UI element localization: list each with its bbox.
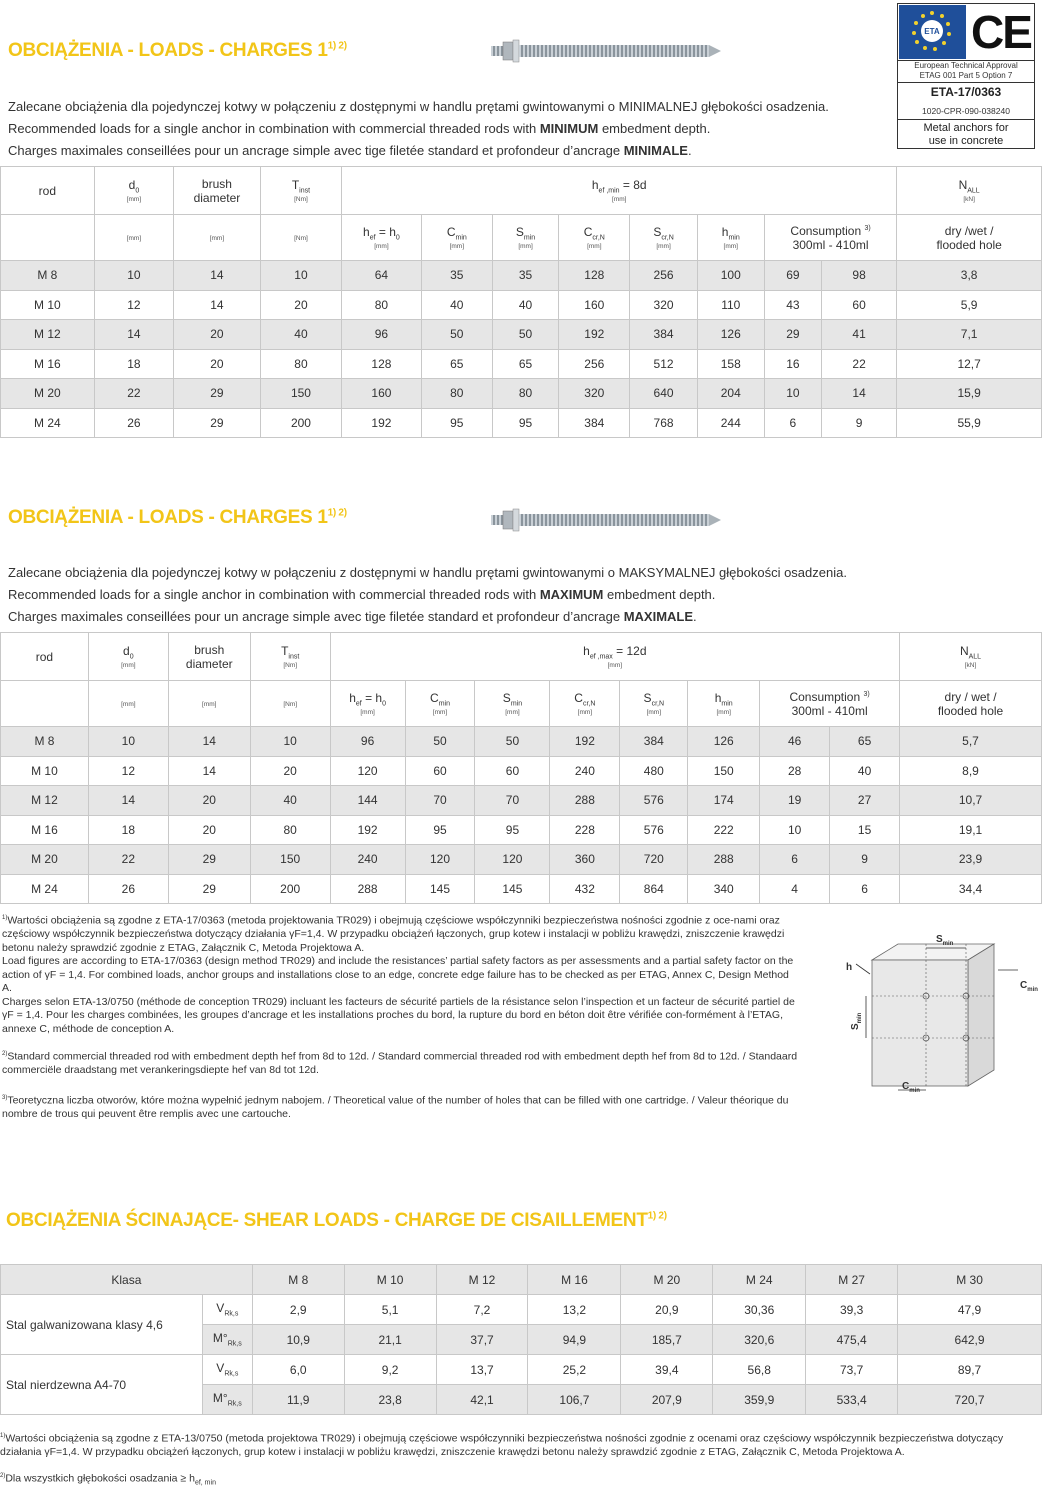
table-row <box>1 845 1042 875</box>
steel-class-label: Stal nierdzewna A4-70 <box>1 1355 203 1415</box>
table-cell: 10,7 <box>900 786 1042 816</box>
intro-pl: Zalecane obciążenia dla pojedynczej kotwy w połączeniu z dostępnymi w handlu prętami gwintowanymi o MAKSYMALNEJ głębokości osadzenia. <box>8 565 847 580</box>
table-cell: 60 <box>475 756 550 786</box>
col-hmin: $h_{min}$ [mm] <box>688 681 760 727</box>
table-cell: 15,9 <box>897 379 1042 409</box>
table-cell: 100 <box>697 261 764 291</box>
table-cell: 56,8 <box>713 1355 806 1385</box>
table-cell: 29 <box>168 845 250 875</box>
table-cell: 29 <box>168 874 250 904</box>
table-cell: 95 <box>492 408 558 438</box>
table-cell: 35 <box>492 261 558 291</box>
table-cell: 192 <box>559 320 630 350</box>
cert-cpr: 1020-CPR-090-038240 <box>922 106 1010 116</box>
shear-row <box>1 1295 1042 1325</box>
shear-title: OBCIĄŻENIA ŚCINAJĄCE- SHEAR LOADS - CHARGE DE $CISAILLEMENT^{1) 2)}$ <box>6 1210 667 1231</box>
intro-pl: Zalecane obciążenia dla pojedynczej kotwy w połączeniu z dostępnymi w handlu prętami gwintowanymi o MINIMALNEJ głębokości osadzenia. <box>8 99 829 114</box>
svg-text:ETA: ETA <box>924 27 940 36</box>
table-cell: 200 <box>250 874 330 904</box>
table-cell: 18 <box>94 349 173 379</box>
quantity-label: $M^\circ_{Rk,s}$ <box>202 1385 252 1415</box>
section2-intro <box>8 562 1008 628</box>
table-row <box>1 408 1042 438</box>
table-cell: 98 <box>821 261 896 291</box>
table-cell: 120 <box>330 756 405 786</box>
table-cell: 185,7 <box>621 1325 713 1355</box>
col-brush: brush diameter <box>174 167 261 215</box>
col-tinst: $T_{inst}$ [Nm] <box>250 633 330 681</box>
table-cell: 222 <box>688 815 760 845</box>
table-cell: 576 <box>620 815 688 845</box>
klasa-header: Klasa <box>1 1265 253 1295</box>
table-cell: 432 <box>550 874 620 904</box>
table-cell: M 24 <box>1 874 89 904</box>
certification-box <box>897 3 1035 149</box>
table-cell: 29 <box>174 408 261 438</box>
table-cell: 8,9 <box>900 756 1042 786</box>
table-cell: 288 <box>688 845 760 875</box>
table-cell: 43 <box>764 290 821 320</box>
table-cell: 22 <box>88 845 168 875</box>
svg-text:Cmin: $C_{min}$ <box>1020 980 1038 993</box>
table-cell: 7,2 <box>436 1295 528 1325</box>
table-cell: 20 <box>260 290 341 320</box>
svg-text:Smin: $S_{min}$ <box>936 934 954 947</box>
table-cell: 126 <box>688 727 760 757</box>
table-cell: 384 <box>630 320 697 350</box>
cert-desc2: use in concrete <box>928 135 1004 147</box>
table-cell: 27 <box>830 786 900 816</box>
table-cell: 14 <box>94 320 173 350</box>
table-cell: 95 <box>405 815 475 845</box>
col-d0: $d_0$ [mm] <box>88 633 168 681</box>
size-header: M 12 <box>436 1265 528 1295</box>
table-cell: 13,2 <box>528 1295 621 1325</box>
table-row <box>1 727 1042 757</box>
table-cell: 55,9 <box>897 408 1042 438</box>
table-cell: 9 <box>830 845 900 875</box>
table-cell: 160 <box>342 379 421 409</box>
cert-number: ETA-17/0363 <box>930 85 1002 99</box>
table-cell: 720 <box>620 845 688 875</box>
size-header: M 8 <box>252 1265 344 1295</box>
table-cell: M 10 <box>1 290 95 320</box>
table-cell: 128 <box>559 261 630 291</box>
table-cell: 106,7 <box>528 1385 621 1415</box>
table-cell: 94,9 <box>528 1325 621 1355</box>
table-cell: 320 <box>559 379 630 409</box>
table-cell: 10,9 <box>252 1325 344 1355</box>
table-cell: 207,9 <box>621 1385 713 1415</box>
table-cell: 12 <box>94 290 173 320</box>
col-hmin: $h_{min}$ [mm] <box>697 215 764 261</box>
table-cell: 192 <box>342 408 421 438</box>
loads-table-min: rod $d_0$ [mm] brush diameter $T_{inst}$ [Nm] $h_{ef ,min} = 8d$ [mm] $N_{ALL}$ [kN] [mm] [mm] [Nm] $h_{ef} = h_0$ [mm] $C_{min}$ [mm] $S_{min}$ [mm] $C_{cr,N}$ [mm] $S_{cr,N}$ [mm] $h_{min}$ [mm] Consumption $^{3)}$ 300ml - 410ml dry /wet / flooded hole M 8 10 14 10 64 35 35 128 256 100 69 98 3,8 M 10 12 14 20 80 40 40 160 320 110 43 60 5,9 M 12 14 20 40 96 50 50 192 384 126 29 41 7,1 M 16 18 20 80 128 65 65 256 512 158 16 22 12,7 M 20 22 29 150 160 80 80 320 640 204 10 14 15,9 M 24 26 29 200 192 95 95 384 768 244 6 9 55,9 <box>0 166 1042 438</box>
table-cell: 47,9 <box>898 1295 1042 1325</box>
table-cell: 384 <box>559 408 630 438</box>
table-cell: 768 <box>630 408 697 438</box>
table-cell: 200 <box>260 408 341 438</box>
section1-title: OBCIĄŻENIA - LOADS - CHARGES $1^{1) 2)}$ <box>8 40 347 61</box>
shear-table <box>0 1264 1042 1415</box>
col-hef-h0: $h_{ef} = h_0$ [mm] <box>342 215 421 261</box>
svg-text:Cmin: $C_{min}$ <box>902 1081 920 1094</box>
table-cell: 10 <box>88 727 168 757</box>
table-cell: 384 <box>620 727 688 757</box>
table-cell: M 20 <box>1 379 95 409</box>
table-cell: 5,1 <box>344 1295 436 1325</box>
table-cell: 9,2 <box>344 1355 436 1385</box>
table-cell: M 10 <box>1 756 89 786</box>
col-brush: brush diameter <box>168 633 250 681</box>
col-hef-group: $h_{ef ,min} = 8d$ [mm] <box>342 167 897 215</box>
table-row <box>1 349 1042 379</box>
quantity-label: $V_{Rk,s}$ <box>202 1295 252 1325</box>
table-cell: 14 <box>174 290 261 320</box>
table-cell: 23,9 <box>900 845 1042 875</box>
table-cell: 40 <box>250 786 330 816</box>
table-cell: 145 <box>405 874 475 904</box>
table-cell: 174 <box>688 786 760 816</box>
svg-text:Smin: $S_{min}$ <box>850 1012 863 1030</box>
table-cell: 110 <box>697 290 764 320</box>
table-cell: 642,9 <box>898 1325 1042 1355</box>
loads-table-max-body <box>1 727 1042 904</box>
size-header: M 27 <box>806 1265 898 1295</box>
table-row <box>1 320 1042 350</box>
table-cell: 6 <box>760 845 830 875</box>
table-cell: 70 <box>405 786 475 816</box>
table-cell: 89,7 <box>898 1355 1042 1385</box>
table-cell: 96 <box>330 727 405 757</box>
table-cell: 64 <box>342 261 421 291</box>
table-cell: 73,7 <box>806 1355 898 1385</box>
table-cell: 40 <box>260 320 341 350</box>
size-header: M 20 <box>621 1265 713 1295</box>
table-cell: 30,36 <box>713 1295 806 1325</box>
table-cell: 320 <box>630 290 697 320</box>
table-cell: 50 <box>492 320 558 350</box>
footnote-3: $^{3)}$Teoretyczna liczba otworów, które można wypełnić jednym nabojem. / Theoretical value of the number of holes that can be filled with one cartridge. / Valeur théorique du nombre de trous qui peuvent être remplis avec une cartouche. <box>2 1094 789 1120</box>
table-cell: M 24 <box>1 408 95 438</box>
table-cell: 80 <box>250 815 330 845</box>
table-cell: 228 <box>550 815 620 845</box>
table-cell: 120 <box>475 845 550 875</box>
shear-header-row <box>1 1265 1042 1295</box>
table-cell: 14 <box>174 261 261 291</box>
table-cell: 95 <box>421 408 492 438</box>
table-cell: 69 <box>764 261 821 291</box>
table-cell: 10 <box>260 261 341 291</box>
table-cell: M 8 <box>1 261 95 291</box>
table-cell: 14 <box>821 379 896 409</box>
footnotes <box>2 912 798 1121</box>
size-header: M 30 <box>898 1265 1042 1295</box>
table-cell: 20 <box>174 349 261 379</box>
col-consumption: Consumption $^{3)}$ 300ml - 410ml <box>760 681 900 727</box>
table-cell: 80 <box>260 349 341 379</box>
col-tinst: $T_{inst}$ [Nm] <box>260 167 341 215</box>
table-cell: 12,7 <box>897 349 1042 379</box>
footnote-1: $^{1)}$Wartości obciążenia są zgodne z ETA-17/0363 (metoda projektowania TR029) i obejmują częściowe współczynniki bezpieczeństwa nośności zgodnie z oce-nami oraz częściowy współczynnik bezpieczeństwa dotyczący działania γF=1,4. W przypadku obciążeń łączonych, grup kotew i instalacji w pobliżu krawędzi, zniszczenie krawędzi betonu należy sprawdzić zgodnie z ETAG, Załącznik C, Metoda Projektowa A. Load figures are according to ETA-17/0363 (design method TR029) and include the resistances’ partial safety factors as per assessments and a partial safety factor on the action of γF = 1,4. For combined loads, anchor groups and installations close to an edge, concrete edge failure has to be checked as per ETAG, Annex C, Design Method A. Charges selon ETA-13/0750 (méthode de conception TR029) incluant les facteurs de sécurité partiels de la résistance selon l’inspection et un facteur de sécurité partiel de γF = 1,4. Pour les charges combinées, les groupes d’ancrage et les installations proches du bord, la rupture du bord en béton doit être vérifiée con-formément à l’ETAG, annexe C, méthode de conception A. <box>2 914 795 1035</box>
table-cell: 28 <box>760 756 830 786</box>
col-scrn: $S_{cr,N}$ [mm] <box>620 681 688 727</box>
table-cell: 16 <box>764 349 821 379</box>
eta-eu-flag <box>899 5 966 59</box>
table-cell: 40 <box>492 290 558 320</box>
table-cell: 20 <box>168 786 250 816</box>
svg-text:h: h <box>846 962 853 973</box>
table-cell: 22 <box>821 349 896 379</box>
section2-title: OBCIĄŻENIA - LOADS - CHARGES $1^{1) 2)}$ <box>8 507 347 528</box>
table-cell: 720,7 <box>898 1385 1042 1415</box>
table-cell: 29 <box>764 320 821 350</box>
quantity-label: $V_{Rk,s}$ <box>202 1355 252 1385</box>
table-cell: 65 <box>492 349 558 379</box>
ce-mark: CE <box>971 6 1031 58</box>
table-cell: 14 <box>168 756 250 786</box>
table-cell: 240 <box>330 845 405 875</box>
table-cell: 18 <box>88 815 168 845</box>
table-cell: 192 <box>330 815 405 845</box>
table-cell: 19,1 <box>900 815 1042 845</box>
table-cell: 320,6 <box>713 1325 806 1355</box>
table-cell: 475,4 <box>806 1325 898 1355</box>
table-cell: M 16 <box>1 349 95 379</box>
table-cell: 244 <box>697 408 764 438</box>
table-cell: 26 <box>94 408 173 438</box>
table-cell: 10 <box>764 379 821 409</box>
table-cell: 12 <box>88 756 168 786</box>
table-cell: M 8 <box>1 727 89 757</box>
table-cell: 20 <box>174 320 261 350</box>
col-cmin: $C_{min}$ [mm] <box>421 215 492 261</box>
table-cell: 96 <box>342 320 421 350</box>
table-cell: 22 <box>94 379 173 409</box>
cert-desc1: Metal anchors for <box>923 122 1009 134</box>
table-cell: 359,9 <box>713 1385 806 1415</box>
table-cell: 95 <box>475 815 550 845</box>
col-hef-group: $h_{ef ,max} = 12d$ [mm] <box>330 633 899 681</box>
col-hef-h0: $h_{ef} = h_0$ [mm] <box>330 681 405 727</box>
footnote-2: $^{2)}$Standard commercial threaded rod with embedment depth hef from 8d to 12d. / Standard commercial threaded rod with embedment depth hef from 8d to 12d. / Standaard commerciële draadstang met verankeringsdiepte hef van 8d tot 12d. <box>2 1050 798 1076</box>
table-cell: M 16 <box>1 815 89 845</box>
table-cell: 26 <box>88 874 168 904</box>
table-cell: 640 <box>630 379 697 409</box>
table-cell: 65 <box>830 727 900 757</box>
table-cell: 150 <box>688 756 760 786</box>
table-cell: 40 <box>421 290 492 320</box>
table-cell: 23,8 <box>344 1385 436 1415</box>
intro-fr: Charges maximales conseillées pour un ancrage simple avec tige filetée standard et profondeur d’ancrage MAXIMALE. <box>8 609 697 624</box>
table-cell: 158 <box>697 349 764 379</box>
col-nall: $N_{ALL}$ [kN] <box>900 633 1042 681</box>
col-condition: dry /wet / flooded hole <box>897 215 1042 261</box>
table-row <box>1 874 1042 904</box>
table-cell: 50 <box>421 320 492 350</box>
table-cell: 204 <box>697 379 764 409</box>
table-cell: 35 <box>421 261 492 291</box>
table-cell: 21,1 <box>344 1325 436 1355</box>
table-cell: 15 <box>830 815 900 845</box>
table-cell: 50 <box>405 727 475 757</box>
table-cell: 145 <box>475 874 550 904</box>
table-cell: 14 <box>168 727 250 757</box>
table-cell: 80 <box>421 379 492 409</box>
table-row <box>1 379 1042 409</box>
table-cell: M 20 <box>1 845 89 875</box>
table-cell: 13,7 <box>436 1355 528 1385</box>
table-cell: 60 <box>821 290 896 320</box>
table-cell: 533,4 <box>806 1385 898 1415</box>
threaded-rod-image-2 <box>485 507 725 533</box>
table-row <box>1 756 1042 786</box>
table-cell: 5,7 <box>900 727 1042 757</box>
table-row <box>1 290 1042 320</box>
table-cell: 128 <box>342 349 421 379</box>
col-rod: rod <box>1 167 95 215</box>
table-cell: 150 <box>260 379 341 409</box>
table-cell: 360 <box>550 845 620 875</box>
col-ccrn: $C_{cr,N}$ [mm] <box>559 215 630 261</box>
table-cell: 34,4 <box>900 874 1042 904</box>
table-cell: 39,4 <box>621 1355 713 1385</box>
col-ccrn: $C_{cr,N}$ [mm] <box>550 681 620 727</box>
col-smin: $S_{min}$ [mm] <box>475 681 550 727</box>
shear-row <box>1 1355 1042 1385</box>
table-cell: 192 <box>550 727 620 757</box>
table-cell: 29 <box>174 379 261 409</box>
loads-table-max: rod $d_0$ [mm] brush diameter $T_{inst}$ [Nm] $h_{ef ,max} = 12d$ [mm] $N_{ALL}$ [kN] [mm] [mm] [Nm] $h_{ef} = h_0$ [mm] $C_{min}$ [mm] $S_{min}$ [mm] $C_{cr,N}$ [mm] $S_{cr,N}$ [mm] $h_{min}$ [mm] Consumption $^{3)}$ 300ml - 410ml dry / wet / flooded hole M 8 10 14 10 96 50 50 192 384 126 46 65 5,7 M 10 12 14 20 120 60 60 240 480 150 28 40 8,9 M 12 14 20 40 144 70 70 288 576 174 19 27 10,7 M 16 18 20 80 192 95 95 228 576 222 10 15 19,1 M 20 22 29 150 240 120 120 360 720 288 6 9 23,9 M 24 26 29 200 288 145 145 432 864 340 4 6 34,4 <box>0 632 1042 904</box>
col-scrn: $S_{cr,N}$ [mm] <box>630 215 697 261</box>
table-cell: 126 <box>697 320 764 350</box>
table-cell: 864 <box>620 874 688 904</box>
shear-note-2: $^{2)}$Dla wszystkich głębokości osadzania ≥ $h_{ef, min}$ <box>0 1472 216 1487</box>
table-cell: 6 <box>764 408 821 438</box>
table-cell: 10 <box>250 727 330 757</box>
size-header: M 16 <box>528 1265 621 1295</box>
table-cell: 19 <box>760 786 830 816</box>
table-cell: 20 <box>250 756 330 786</box>
col-smin: $S_{min}$ [mm] <box>492 215 558 261</box>
intro-fr: Charges maximales conseillées pour un ancrage simple avec tige filetée standard et profondeur d’ancrage MINIMALE. <box>8 143 692 158</box>
col-cmin: $C_{min}$ [mm] <box>405 681 475 727</box>
table-cell: 80 <box>492 379 558 409</box>
table-cell: 25,2 <box>528 1355 621 1385</box>
eta-logo-icon <box>899 5 966 59</box>
table-cell: M 12 <box>1 320 95 350</box>
col-condition: dry / wet / flooded hole <box>900 681 1042 727</box>
table-cell: 2,9 <box>252 1295 344 1325</box>
table-cell: 11,9 <box>252 1385 344 1415</box>
table-cell: 150 <box>250 845 330 875</box>
table-cell: 42,1 <box>436 1385 528 1415</box>
table-cell: 256 <box>559 349 630 379</box>
shear-note-1: $^{1)}$Wartości obciążenia są zgodne z ETA-13/0750 (metoda projektowa TR029) i obejmują częściowe współczynniki bezpieczeństwa nośności zgodnie z ocenami oraz częściowy współczynnik bezpieczeństwa dotyczący działania γF=1,4. W przypadku obciążeń łączonych, grup kotew i instalacji w pobliżu krawędzi, zniszczenie krawędzi betonu należy sprawdzić zgodnie z ETAG, Załącznik C, Metoda Projektowa A. <box>0 1432 1004 1458</box>
col-consumption: Consumption $^{3)}$ 300ml - 410ml <box>764 215 896 261</box>
table-cell: 20 <box>168 815 250 845</box>
section1-intro <box>8 96 888 162</box>
table-cell: 65 <box>421 349 492 379</box>
table-cell: 288 <box>330 874 405 904</box>
col-rod: rod <box>1 633 89 681</box>
table-row <box>1 261 1042 291</box>
quantity-label: $M^\circ_{Rk,s}$ <box>202 1325 252 1355</box>
table-cell: 20,9 <box>621 1295 713 1325</box>
table-cell: 576 <box>620 786 688 816</box>
table-cell: 10 <box>760 815 830 845</box>
table-row <box>1 786 1042 816</box>
table-cell: 50 <box>475 727 550 757</box>
table-cell: 5,9 <box>897 290 1042 320</box>
table-cell: 6,0 <box>252 1355 344 1385</box>
cert-line1: European Technical Approval <box>914 61 1018 70</box>
table-cell: 160 <box>559 290 630 320</box>
table-cell: 240 <box>550 756 620 786</box>
cert-line2: ETAG 001 Part 5 Option 7 <box>919 71 1013 80</box>
table-row <box>1 815 1042 845</box>
table-cell: 10 <box>94 261 173 291</box>
size-header: M 24 <box>713 1265 806 1295</box>
table-cell: 288 <box>550 786 620 816</box>
size-header: M 10 <box>344 1265 436 1295</box>
threaded-rod-image <box>485 38 725 64</box>
table-cell: 80 <box>342 290 421 320</box>
col-nall: $N_{ALL}$ [kN] <box>897 167 1042 215</box>
table-cell: 256 <box>630 261 697 291</box>
table-cell: 480 <box>620 756 688 786</box>
intro-en: Recommended loads for a single anchor in combination with commercial threaded rods with MINIMUM embedment depth. <box>8 121 711 136</box>
table-cell: 39,3 <box>806 1295 898 1325</box>
table-cell: 512 <box>630 349 697 379</box>
edge-distance-diagram <box>842 930 1042 1098</box>
shear-notes <box>0 1430 1040 1490</box>
table-cell: 6 <box>830 874 900 904</box>
table-cell: 40 <box>830 756 900 786</box>
table-cell: 7,1 <box>897 320 1042 350</box>
table-cell: 340 <box>688 874 760 904</box>
table-cell: 41 <box>821 320 896 350</box>
table-cell: 37,7 <box>436 1325 528 1355</box>
table-cell: 120 <box>405 845 475 875</box>
table-cell: 3,8 <box>897 261 1042 291</box>
table-cell: 9 <box>821 408 896 438</box>
table-cell: 60 <box>405 756 475 786</box>
table-cell: M 12 <box>1 786 89 816</box>
col-d0: $d_0$ [mm] <box>94 167 173 215</box>
table-cell: 4 <box>760 874 830 904</box>
table-cell: 144 <box>330 786 405 816</box>
steel-class-label: Stal galwanizowana klasy 4,6 <box>1 1295 203 1355</box>
table-cell: 70 <box>475 786 550 816</box>
loads-table-min-body <box>1 261 1042 438</box>
table-cell: 14 <box>88 786 168 816</box>
intro-en: Recommended loads for a single anchor in combination with commercial threaded rods with MAXIMUM embedment depth. <box>8 587 716 602</box>
table-cell: 46 <box>760 727 830 757</box>
